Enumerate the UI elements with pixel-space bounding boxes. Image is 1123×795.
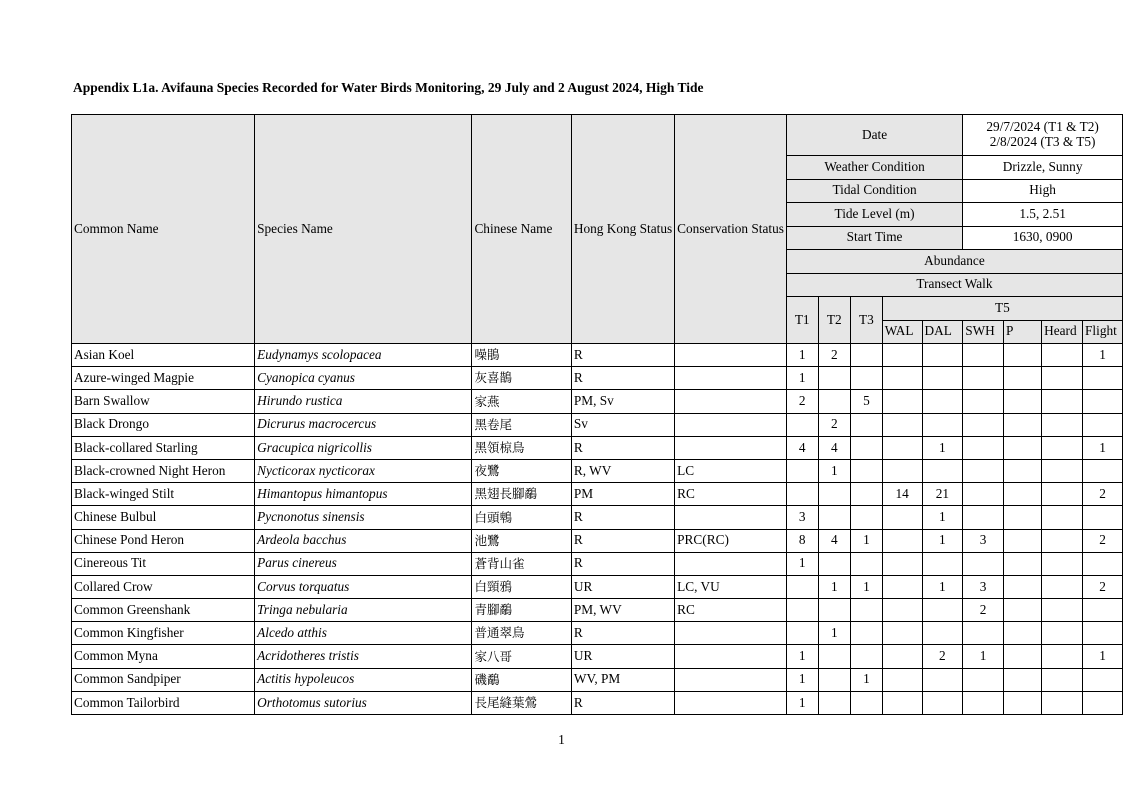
- p-count-cell: [1004, 483, 1042, 506]
- t1-count-cell: [786, 483, 818, 506]
- chinese-name-cell: 夜鷺: [472, 459, 571, 482]
- t2-count-cell: 1: [818, 459, 851, 482]
- wal-count-cell: 14: [882, 483, 922, 506]
- t3-count-cell: [851, 483, 883, 506]
- t1-count-cell: [786, 575, 818, 598]
- heard-count-cell: [1042, 599, 1083, 622]
- chinese-name-cell: 白頸鴉: [472, 575, 571, 598]
- p-count-cell: [1004, 552, 1042, 575]
- t2-count-cell: [818, 552, 851, 575]
- hk-status-cell: R: [571, 552, 674, 575]
- t2-count-cell: [818, 483, 851, 506]
- p-count-cell: [1004, 344, 1042, 367]
- heard-count-cell: [1042, 506, 1083, 529]
- start-time-value: 1630, 0900: [963, 226, 1123, 250]
- t2-count-cell: [818, 599, 851, 622]
- hk-status-cell: PM, WV: [571, 599, 674, 622]
- t3-count-cell: [851, 506, 883, 529]
- swh-count-cell: [963, 390, 1004, 413]
- header-common-name: Common Name: [72, 115, 255, 344]
- common-name-cell: Chinese Bulbul: [72, 506, 255, 529]
- swh-count-cell: [963, 622, 1004, 645]
- species-name-cell: Nycticorax nycticorax: [255, 459, 472, 482]
- chinese-name-cell: 磯鷸: [472, 668, 571, 691]
- chinese-name-cell: 青腳鷸: [472, 599, 571, 622]
- swh-count-cell: 3: [963, 529, 1004, 552]
- hk-status-cell: UR: [571, 645, 674, 668]
- heard-count-cell: [1042, 459, 1083, 482]
- flight-count-cell: 1: [1083, 645, 1123, 668]
- conservation-status-cell: [675, 552, 787, 575]
- hk-status-cell: R: [571, 506, 674, 529]
- common-name-cell: Black Drongo: [72, 413, 255, 436]
- header-t5: T5: [882, 297, 1122, 321]
- p-count-cell: [1004, 599, 1042, 622]
- chinese-name-cell: 灰喜鵲: [472, 367, 571, 390]
- chinese-name-cell: 家八哥: [472, 645, 571, 668]
- t1-count-cell: [786, 599, 818, 622]
- transect-walk-label: Transect Walk: [786, 273, 1122, 297]
- date-value: [963, 115, 1123, 156]
- chinese-name-cell: 黑翅長腳鷸: [472, 483, 571, 506]
- date-line-2: 2/8/2024 (T3 & T5): [989, 134, 1096, 149]
- swh-count-cell: [963, 413, 1004, 436]
- species-name-cell: Acridotheres tristis: [255, 645, 472, 668]
- t3-count-cell: 5: [851, 390, 883, 413]
- p-count-cell: [1004, 459, 1042, 482]
- swh-count-cell: 2: [963, 599, 1004, 622]
- p-count-cell: [1004, 367, 1042, 390]
- swh-count-cell: [963, 552, 1004, 575]
- header-t3: T3: [851, 297, 883, 344]
- dal-count-cell: [922, 459, 963, 482]
- p-count-cell: [1004, 645, 1042, 668]
- species-name-cell: Alcedo atthis: [255, 622, 472, 645]
- conservation-status-cell: [675, 506, 787, 529]
- t3-count-cell: 1: [851, 668, 883, 691]
- abundance-label: Abundance: [786, 250, 1122, 274]
- species-name-cell: Parus cinereus: [255, 552, 472, 575]
- t1-count-cell: [786, 459, 818, 482]
- dal-count-cell: 1: [922, 529, 963, 552]
- table-row: [72, 367, 1123, 390]
- t1-count-cell: 1: [786, 691, 818, 714]
- t1-count-cell: 1: [786, 645, 818, 668]
- wal-count-cell: [882, 436, 922, 459]
- species-name-cell: Orthotomus sutorius: [255, 691, 472, 714]
- p-count-cell: [1004, 575, 1042, 598]
- species-table: [71, 114, 1123, 715]
- species-name-cell: Actitis hypoleucos: [255, 668, 472, 691]
- p-count-cell: [1004, 691, 1042, 714]
- common-name-cell: Collared Crow: [72, 575, 255, 598]
- chinese-name-cell: 黑卷尾: [472, 413, 571, 436]
- chinese-name-cell: 白頭鵯: [472, 506, 571, 529]
- t3-count-cell: [851, 645, 883, 668]
- t2-count-cell: [818, 668, 851, 691]
- wal-count-cell: [882, 622, 922, 645]
- common-name-cell: Black-collared Starling: [72, 436, 255, 459]
- wal-count-cell: [882, 529, 922, 552]
- t2-count-cell: [818, 645, 851, 668]
- hk-status-cell: R: [571, 344, 674, 367]
- common-name-cell: Chinese Pond Heron: [72, 529, 255, 552]
- common-name-cell: Azure-winged Magpie: [72, 367, 255, 390]
- hk-status-cell: PM, Sv: [571, 390, 674, 413]
- t2-count-cell: [818, 367, 851, 390]
- swh-count-cell: [963, 483, 1004, 506]
- heard-count-cell: [1042, 436, 1083, 459]
- table-row: [72, 344, 1123, 367]
- dal-count-cell: [922, 367, 963, 390]
- conservation-status-cell: [675, 645, 787, 668]
- start-time-label: Start Time: [786, 226, 962, 250]
- common-name-cell: Black-winged Stilt: [72, 483, 255, 506]
- t2-count-cell: 2: [818, 413, 851, 436]
- weather-label: Weather Condition: [786, 156, 962, 180]
- table-row: [72, 668, 1123, 691]
- dal-count-cell: [922, 599, 963, 622]
- heard-count-cell: [1042, 390, 1083, 413]
- table-row: [72, 436, 1123, 459]
- dal-count-cell: 21: [922, 483, 963, 506]
- flight-count-cell: [1083, 506, 1123, 529]
- hk-status-cell: R, WV: [571, 459, 674, 482]
- flight-count-cell: [1083, 622, 1123, 645]
- swh-count-cell: [963, 668, 1004, 691]
- flight-count-cell: [1083, 413, 1123, 436]
- heard-count-cell: [1042, 552, 1083, 575]
- t3-count-cell: [851, 436, 883, 459]
- t3-count-cell: [851, 367, 883, 390]
- species-name-cell: Pycnonotus sinensis: [255, 506, 472, 529]
- common-name-cell: Black-crowned Night Heron: [72, 459, 255, 482]
- tide-level-value: 1.5, 2.51: [963, 203, 1123, 227]
- hk-status-cell: UR: [571, 575, 674, 598]
- species-name-cell: Himantopus himantopus: [255, 483, 472, 506]
- flight-count-cell: [1083, 552, 1123, 575]
- flight-count-cell: [1083, 459, 1123, 482]
- hk-status-cell: R: [571, 622, 674, 645]
- common-name-cell: Common Myna: [72, 645, 255, 668]
- p-count-cell: [1004, 506, 1042, 529]
- t3-count-cell: [851, 599, 883, 622]
- hk-status-cell: WV, PM: [571, 668, 674, 691]
- conservation-status-cell: RC: [675, 483, 787, 506]
- hk-status-cell: R: [571, 436, 674, 459]
- flight-count-cell: [1083, 668, 1123, 691]
- wal-count-cell: [882, 645, 922, 668]
- table-row: [72, 552, 1123, 575]
- chinese-name-cell: 蒼背山雀: [472, 552, 571, 575]
- header-t1: T1: [786, 297, 818, 344]
- hk-status-cell: R: [571, 367, 674, 390]
- header-hk-status: Hong Kong Status: [571, 115, 674, 344]
- p-count-cell: [1004, 436, 1042, 459]
- t3-count-cell: [851, 552, 883, 575]
- table-row: [72, 622, 1123, 645]
- hk-status-cell: R: [571, 691, 674, 714]
- t2-count-cell: [818, 390, 851, 413]
- t3-count-cell: [851, 413, 883, 436]
- table-row: [72, 691, 1123, 714]
- t2-count-cell: 4: [818, 529, 851, 552]
- t3-count-cell: 1: [851, 575, 883, 598]
- common-name-cell: Cinereous Tit: [72, 552, 255, 575]
- tide-level-label: Tide Level (m): [786, 203, 962, 227]
- wal-count-cell: [882, 599, 922, 622]
- flight-count-cell: [1083, 691, 1123, 714]
- t2-count-cell: 2: [818, 344, 851, 367]
- date-line-1: 29/7/2024 (T1 & T2): [986, 119, 1099, 135]
- table-row: [72, 575, 1123, 598]
- page-title: Appendix L1a. Avifauna Species Recorded for Water Birds Monitoring, 29 July and 2 August 2024, High Tide: [73, 80, 704, 95]
- t2-count-cell: [818, 506, 851, 529]
- wal-count-cell: [882, 668, 922, 691]
- header-flight: Flight: [1083, 320, 1123, 344]
- swh-count-cell: 1: [963, 645, 1004, 668]
- table-row: [72, 529, 1123, 552]
- swh-count-cell: [963, 436, 1004, 459]
- weather-value: Drizzle, Sunny: [963, 156, 1123, 180]
- species-name-cell: Hirundo rustica: [255, 390, 472, 413]
- chinese-name-cell: 噪鵑: [472, 344, 571, 367]
- flight-count-cell: 1: [1083, 436, 1123, 459]
- conservation-status-cell: [675, 436, 787, 459]
- header-p: P: [1004, 320, 1042, 344]
- p-count-cell: [1004, 413, 1042, 436]
- wal-count-cell: [882, 459, 922, 482]
- swh-count-cell: [963, 367, 1004, 390]
- t1-count-cell: 1: [786, 668, 818, 691]
- species-name-cell: Cyanopica cyanus: [255, 367, 472, 390]
- t1-count-cell: [786, 622, 818, 645]
- chinese-name-cell: 普通翠鳥: [472, 622, 571, 645]
- heard-count-cell: [1042, 691, 1083, 714]
- conservation-status-cell: [675, 622, 787, 645]
- t3-count-cell: [851, 622, 883, 645]
- wal-count-cell: [882, 390, 922, 413]
- chinese-name-cell: 黑領椋鳥: [472, 436, 571, 459]
- table-row: [72, 599, 1123, 622]
- tidal-value: High: [963, 179, 1123, 203]
- hk-status-cell: R: [571, 529, 674, 552]
- chinese-name-cell: 池鷺: [472, 529, 571, 552]
- t1-count-cell: [786, 413, 818, 436]
- swh-count-cell: [963, 691, 1004, 714]
- heard-count-cell: [1042, 413, 1083, 436]
- heard-count-cell: [1042, 344, 1083, 367]
- t1-count-cell: 8: [786, 529, 818, 552]
- date-label: Date: [786, 115, 962, 156]
- dal-count-cell: [922, 390, 963, 413]
- table-header: [72, 115, 1123, 344]
- species-name-cell: Ardeola bacchus: [255, 529, 472, 552]
- conservation-status-cell: [675, 413, 787, 436]
- conservation-status-cell: [675, 367, 787, 390]
- species-name-cell: Dicrurus macrocercus: [255, 413, 472, 436]
- header-conservation-status: Conservation Status: [675, 115, 787, 344]
- heard-count-cell: [1042, 668, 1083, 691]
- common-name-cell: Common Kingfisher: [72, 622, 255, 645]
- conservation-status-cell: RC: [675, 599, 787, 622]
- t2-count-cell: 1: [818, 622, 851, 645]
- header-dal: DAL: [922, 320, 963, 344]
- p-count-cell: [1004, 622, 1042, 645]
- chinese-name-cell: 長尾縫葉鶯: [472, 691, 571, 714]
- swh-count-cell: [963, 459, 1004, 482]
- common-name-cell: Common Sandpiper: [72, 668, 255, 691]
- wal-count-cell: [882, 575, 922, 598]
- header-heard: Heard: [1042, 320, 1083, 344]
- heard-count-cell: [1042, 529, 1083, 552]
- heard-count-cell: [1042, 367, 1083, 390]
- conservation-status-cell: [675, 344, 787, 367]
- flight-count-cell: 2: [1083, 483, 1123, 506]
- hk-status-cell: Sv: [571, 413, 674, 436]
- flight-count-cell: [1083, 367, 1123, 390]
- wal-count-cell: [882, 506, 922, 529]
- heard-count-cell: [1042, 645, 1083, 668]
- dal-count-cell: [922, 668, 963, 691]
- species-name-cell: Eudynamys scolopacea: [255, 344, 472, 367]
- header-swh: SWH: [963, 320, 1004, 344]
- wal-count-cell: [882, 552, 922, 575]
- dal-count-cell: 1: [922, 436, 963, 459]
- dal-count-cell: [922, 691, 963, 714]
- dal-count-cell: [922, 622, 963, 645]
- flight-count-cell: [1083, 390, 1123, 413]
- swh-count-cell: 3: [963, 575, 1004, 598]
- conservation-status-cell: LC: [675, 459, 787, 482]
- tidal-label: Tidal Condition: [786, 179, 962, 203]
- page-number: 1: [558, 732, 565, 747]
- table-row: [72, 506, 1123, 529]
- p-count-cell: [1004, 529, 1042, 552]
- table-row: [72, 459, 1123, 482]
- wal-count-cell: [882, 413, 922, 436]
- flight-count-cell: 1: [1083, 344, 1123, 367]
- t1-count-cell: 2: [786, 390, 818, 413]
- conservation-status-cell: [675, 390, 787, 413]
- dal-count-cell: [922, 413, 963, 436]
- header-wal: WAL: [882, 320, 922, 344]
- t2-count-cell: 1: [818, 575, 851, 598]
- t1-count-cell: 1: [786, 552, 818, 575]
- species-name-cell: Tringa nebularia: [255, 599, 472, 622]
- table-body: [72, 344, 1123, 715]
- species-name-cell: Corvus torquatus: [255, 575, 472, 598]
- table-row: [72, 483, 1123, 506]
- header-species-name: Species Name: [255, 115, 472, 344]
- t2-count-cell: [818, 691, 851, 714]
- flight-count-cell: 2: [1083, 529, 1123, 552]
- flight-count-cell: 2: [1083, 575, 1123, 598]
- common-name-cell: Barn Swallow: [72, 390, 255, 413]
- swh-count-cell: [963, 506, 1004, 529]
- hk-status-cell: PM: [571, 483, 674, 506]
- flight-count-cell: [1083, 599, 1123, 622]
- species-name-cell: Gracupica nigricollis: [255, 436, 472, 459]
- dal-count-cell: [922, 344, 963, 367]
- t3-count-cell: [851, 344, 883, 367]
- conservation-status-cell: LC, VU: [675, 575, 787, 598]
- table-row: [72, 645, 1123, 668]
- t3-count-cell: 1: [851, 529, 883, 552]
- header-t2: T2: [818, 297, 851, 344]
- table-row: [72, 390, 1123, 413]
- wal-count-cell: [882, 367, 922, 390]
- chinese-name-cell: 家燕: [472, 390, 571, 413]
- dal-count-cell: 2: [922, 645, 963, 668]
- t1-count-cell: 4: [786, 436, 818, 459]
- header-chinese-name: Chinese Name: [472, 115, 571, 344]
- t1-count-cell: 1: [786, 344, 818, 367]
- wal-count-cell: [882, 691, 922, 714]
- heard-count-cell: [1042, 483, 1083, 506]
- p-count-cell: [1004, 390, 1042, 413]
- dal-count-cell: [922, 552, 963, 575]
- heard-count-cell: [1042, 622, 1083, 645]
- conservation-status-cell: [675, 668, 787, 691]
- p-count-cell: [1004, 668, 1042, 691]
- swh-count-cell: [963, 344, 1004, 367]
- t3-count-cell: [851, 459, 883, 482]
- heard-count-cell: [1042, 575, 1083, 598]
- t3-count-cell: [851, 691, 883, 714]
- t2-count-cell: 4: [818, 436, 851, 459]
- table-row: [72, 413, 1123, 436]
- t1-count-cell: 1: [786, 367, 818, 390]
- common-name-cell: Common Greenshank: [72, 599, 255, 622]
- dal-count-cell: 1: [922, 575, 963, 598]
- wal-count-cell: [882, 344, 922, 367]
- common-name-cell: Common Tailorbird: [72, 691, 255, 714]
- t1-count-cell: 3: [786, 506, 818, 529]
- conservation-status-cell: [675, 691, 787, 714]
- common-name-cell: Asian Koel: [72, 344, 255, 367]
- dal-count-cell: 1: [922, 506, 963, 529]
- conservation-status-cell: PRC(RC): [675, 529, 787, 552]
